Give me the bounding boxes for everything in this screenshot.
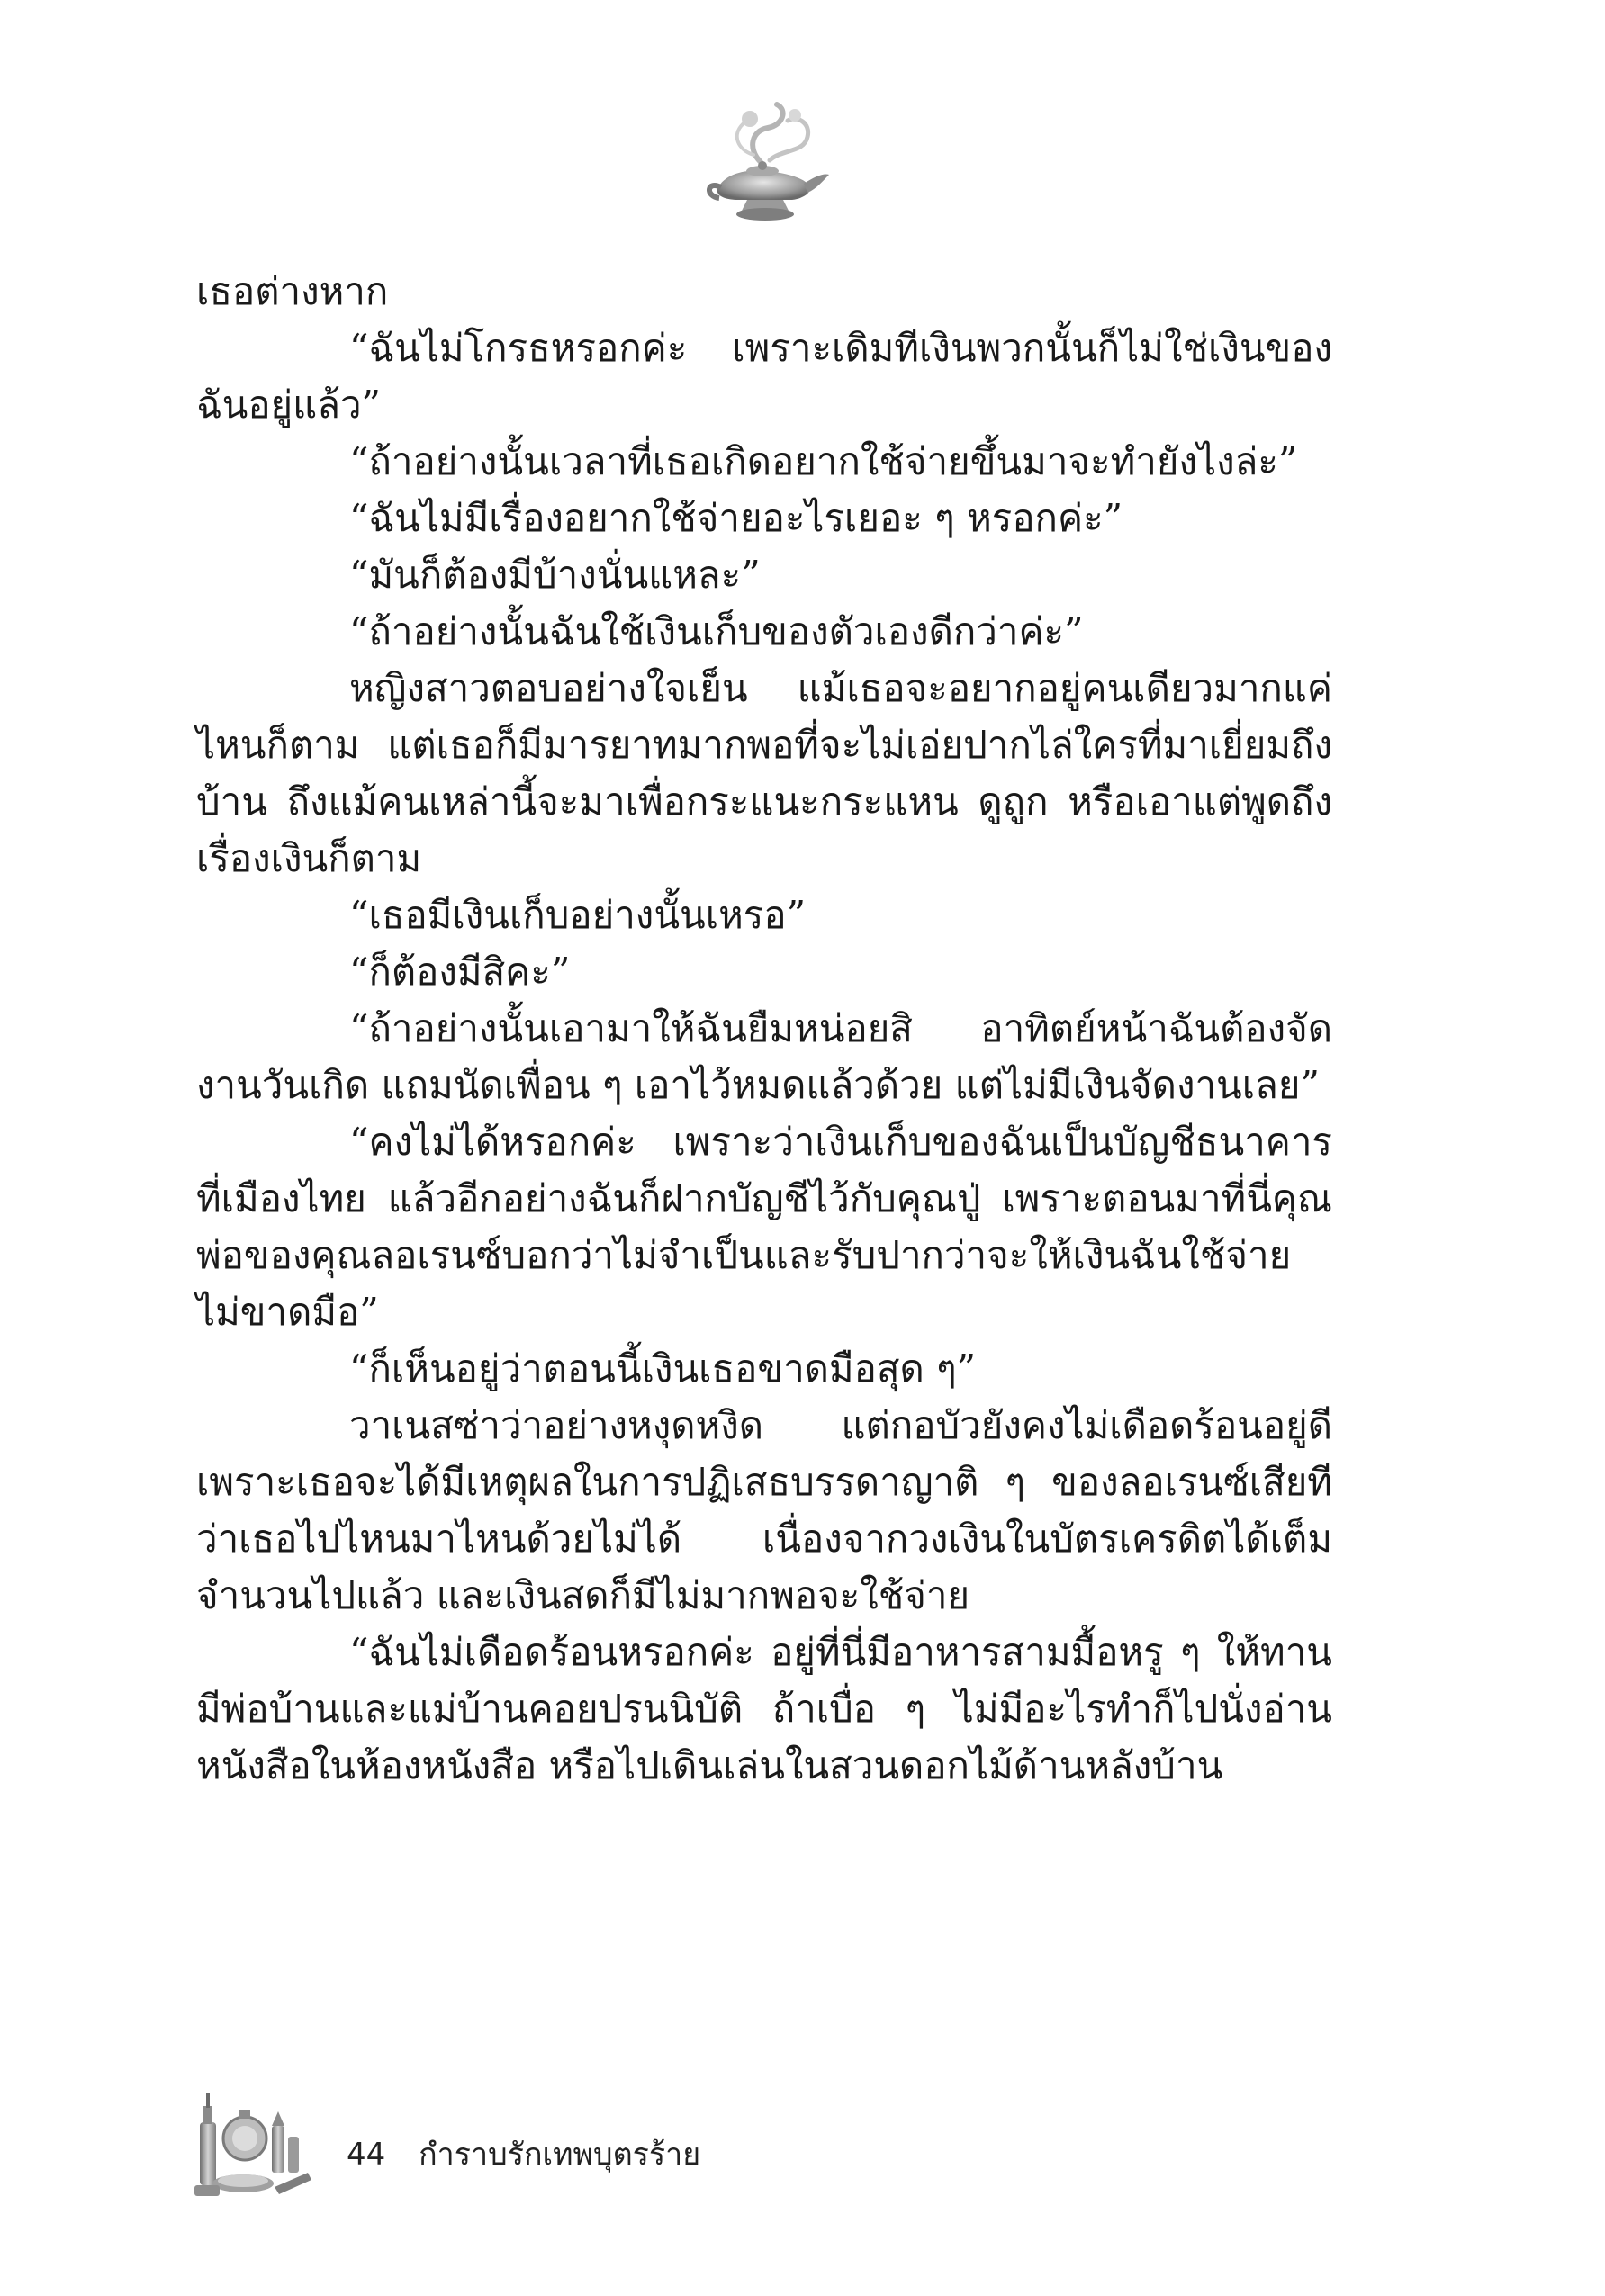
paragraph: “คงไม่ได้หรอกค่ะ เพราะว่าเงินเก็บของฉันเป็นบัญชีธนาคารที่เมืองไทย แล้วอีกอย่างฉันก็ฝากบัญชีไว้กับคุณปู่ เพราะตอนมาที่นี่คุณพ่อของคุณลอเรนซ์บอกว่าไม่จำเป็นและรับปากว่าจะให้เงินฉันใช้จ่ายไม่ขาดมือ” <box>196 1120 1332 1334</box>
paragraph: “ฉันไม่เดือดร้อนหรอกค่ะ อยู่ที่นี่มีอาหารสามมื้อหรู ๆ ให้ทาน มีพ่อบ้านและแม่บ้านคอยปรนนิบัติ ถ้าเบื่อ ๆ ไม่มีอะไรทำก็ไปนั่งอ่านหนังสือในห้องหนังสือ หรือไปเดินเล่นในสวนดอกไม้ด้านหลังบ้าน <box>196 1630 1332 1787</box>
folio <box>347 2129 700 2178</box>
paragraph: “ถ้าอย่างนั้นฉันใช้เงินเก็บของตัวเองดีกว่าค่ะ” <box>349 609 1084 653</box>
paragraph: วาเนสซ่าว่าอย่างหงุดหงิด แต่กอบัวยังคงไม่เดือดร้อนอยู่ดี เพราะเธอจะได้มีเหตุผลในการปฏิเสธบรรดาญาติ ๆ ของลอเรนซ์เสียทีว่าเธอไปไหนมาไหนด้วยไม่ได้ เนื่องจากวงเงินในบัตรเครดิตได้เต็มจำนวนไปแล้ว และเงินสดก็มีไม่มากพอจะใช้จ่าย <box>196 1403 1332 1617</box>
paragraph: “ถ้าอย่างนั้นเอามาให้ฉันยืมหน่อยสิ อาทิตย์หน้าฉันต้องจัดงานวันเกิด แถมนัดเพื่อน ๆ เอาไว้หมดแล้วด้วย แต่ไม่มีเงินจัดงานเลย” <box>196 1006 1332 1107</box>
page-number: 44 <box>347 2137 386 2173</box>
magic-lamp-icon <box>698 99 833 234</box>
paragraph: “เธอมีเงินเก็บอย่างนั้นเหรอ” <box>349 893 807 937</box>
paragraph: “ฉันไม่มีเรื่องอยากใช้จ่ายอะไรเยอะ ๆ หรอกค่ะ” <box>349 496 1123 540</box>
cosmetics-icon <box>189 2086 315 2203</box>
paragraph: “มันก็ต้องมีบ้างนั่นแหละ” <box>349 553 761 597</box>
paragraph: หญิงสาวตอบอย่างใจเย็น แม้เธอจะอยากอยู่คนเดียวมากแค่ไหนก็ตาม แต่เธอก็มีมารยาทมากพอที่จะไม่เอ่ยปากไล่ใครที่มาเยี่ยมถึงบ้าน ถึงแม้คนเหล่านี้จะมาเพื่อกระแนะกระแหน ดูถูก หรือเอาแต่พูดถึงเรื่องเงินก็ตาม <box>196 666 1332 880</box>
paragraph: “ฉันไม่โกรธหรอกค่ะ เพราะเดิมทีเงินพวกนั้นก็ไม่ใช่เงินของฉันอยู่แล้ว” <box>196 326 1332 427</box>
paragraph: “ถ้าอย่างนั้นเวลาที่เธอเกิดอยากใช้จ่ายขึ้นมาจะทำยังไงล่ะ” <box>349 439 1298 483</box>
book-title: กำราบรักเทพบุตรร้าย <box>419 2137 701 2173</box>
paragraph: “ก็เห็นอยู่ว่าตอนนี้เงินเธอขาดมือสุด ๆ” <box>349 1346 977 1391</box>
body-text <box>196 263 1332 1794</box>
paragraph: เธอต่างหาก <box>196 269 389 313</box>
page-footer <box>189 2086 909 2203</box>
paragraph: “ก็ต้องมีสิคะ” <box>349 950 571 994</box>
